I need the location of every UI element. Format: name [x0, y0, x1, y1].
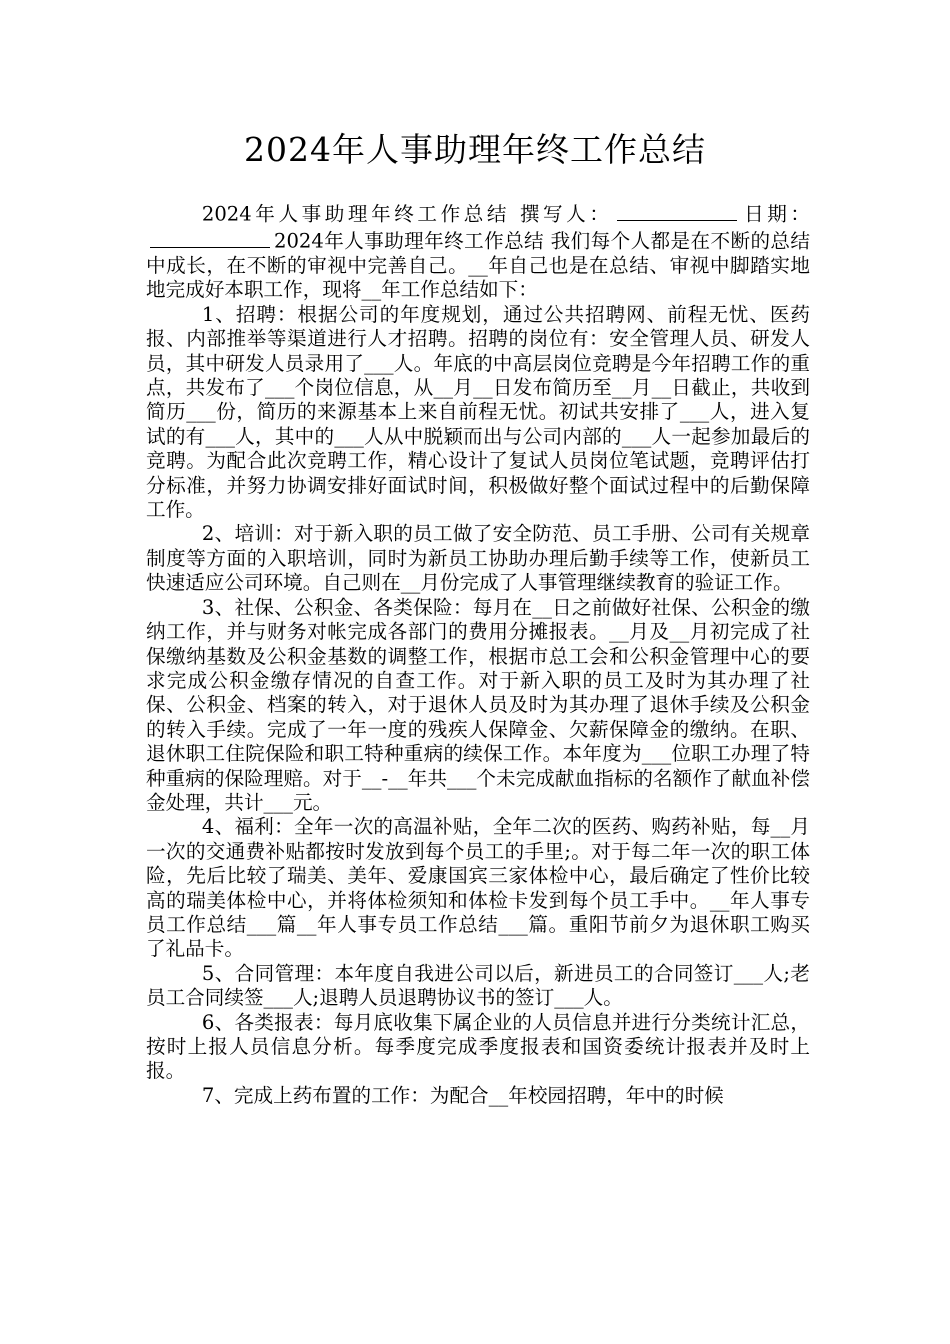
author-label: 撰写人： — [519, 202, 613, 226]
date-blank — [150, 227, 270, 248]
paragraph-assigned-work: 7、完成上药布置的工作：为配合__年校园招聘，年中的时候 — [201, 1083, 724, 1107]
header-title: 2024年人事助理年终工作总结 — [201, 202, 511, 226]
paragraph-social-insurance: 3、社保、公积金、各类保险：每月在__日之前做好社保、公积金的缴纳工作，并与财务对帐完成各部门的费用分摊报表。__月及__月初完成了社保缴纳基数及公积金基数的调整工作，根据市总工会和公积金管理中心的要求完成公积金缴存情况的自查工作。对于新入职的员工及时为其办理了社保、公积金、档案的转入，对于退休人员及时为其办理了退休手续及公积金的转入手续。完成了一年一度的残疾人保障金、欠薪保障金的缴纳。在职、退休职工住院保险和职工特种重病的续保工作。本年度为___位职工办理了特种重病的保险理赔。对于__-__年共___个未完成献血指标的名额作了献血补偿金处理，共计___元。 — [146, 595, 810, 814]
date-label: 日期： — [740, 202, 810, 226]
paragraph-reports: 6、各类报表：每月底收集下属企业的人员信息并进行分类统计汇总，按时上报人员信息分析。每季度完成季度报表和国资委统计报表并及时上报。 — [146, 1010, 810, 1083]
document-title: 2024年人事助理年终工作总结 — [244, 130, 706, 169]
header-paragraph — [146, 200, 810, 303]
paragraph-training: 2、培训：对于新入职的员工做了安全防范、员工手册、公司有关规章制度等方面的入职培训，同时为新员工协助办理后勤手续等工作，使新员工快速适应公司环境。自己则在__月份完成了人事管理继续教育的验证工作。 — [146, 522, 810, 595]
paragraph-welfare: 4、福利：全年一次的高温补贴，全年二次的医药、购药补贴，每__月一次的交通费补贴都按时发放到每个员工的手里;。对于每二年一次的职工体险，先后比较了瑞美、美年、爱康国宾三家体检中心，最后确定了性价比较高的瑞美体检中心，并将体检须知和体检卡发到每个员工手中。__年人事专员工作总结___篇__年人事专员工作总结___篇。重阳节前夕为退休职工购买了礼品卡。 — [146, 815, 810, 961]
paragraph-recruitment: 1、招聘：根据公司的年度规划，通过公共招聘网、前程无忧、医药报、内部推举等渠道进行人才招聘。招聘的岗位有：安全管理人员、研发人员，其中研发人员录用了___人。年底的中高层岗位竞聘是今年招聘工作的重点，共发布了___个岗位信息，从__月__日发布简历至__月__日截止，共收到简历___份，简历的来源基本上来自前程无忧。初试共安排了___人，进入复试的有___人，其中的___人从中脱颖而出与公司内部的___人一起参加最后的竞聘。为配合此次竞聘工作，精心设计了复试人员岗位笔试题，竞聘评估打分标准，并努力协调安排好面试时间，积极做好整个面试过程中的后勤保障工作。 — [146, 302, 810, 522]
document-body — [146, 200, 810, 1108]
intro-text: 2024年人事助理年终工作总结 我们每个人都是在不断的总结中成长，在不断的审视中完善自己。__年自己也是在总结、审视中脚踏实地地完成好本职工作，现将__年工作总结如下： — [146, 229, 810, 302]
author-blank — [617, 200, 737, 221]
paragraph-contracts: 5、合同管理：本年度自我进公司以后，新进员工的合同签订___人;老员工合同续签___人;退聘人员退聘协议书的签订___人。 — [146, 961, 810, 1010]
